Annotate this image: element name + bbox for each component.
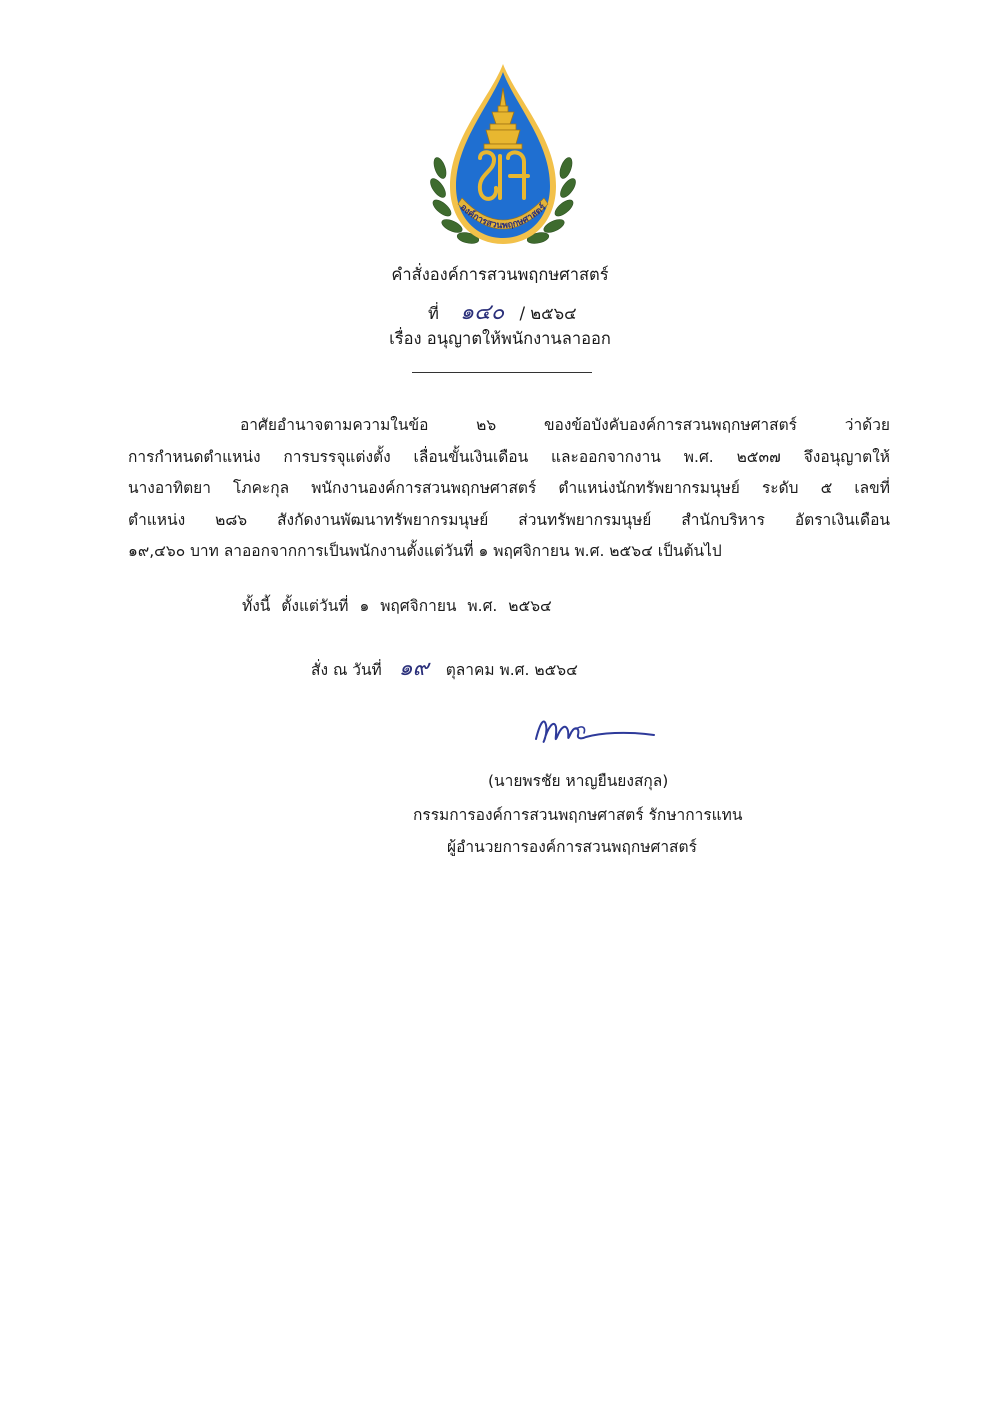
body-paragraph (128, 410, 890, 568)
order-day-handwritten: ๑๙ (398, 656, 429, 681)
order-date-line (311, 650, 578, 685)
order-number-prefix: ที่ (428, 304, 439, 323)
signer-name: (นายพรชัย หาญยืนยงสกุล) (488, 772, 669, 790)
botanical-garden-organization-emblem-icon (428, 58, 578, 258)
body-line: อาศัยอำนาจตามความในข้อ ๒๖ ของข้อบังคับองค์การสวนพฤกษศาสตร์ ว่าด้วย (240, 416, 890, 434)
effective-date-line: ทั้งนี้ ตั้งแต่วันที่ ๑ พฤศจิกายน พ.ศ. ๒๕๖๔ (242, 597, 552, 615)
body-line: นางอาทิตยา โภคะกุล พนักงานองค์การสวนพฤกษศาสตร์ ตำแหน่งนักทรัพยากรมนุษย์ ระดับ ๕ เลขที่ (128, 479, 890, 497)
order-number-handwritten: ๑๔๐ (460, 300, 505, 325)
signer-position-line-2: ผู้อำนวยการองค์การสวนพฤกษศาสตร์ (447, 838, 697, 856)
document-subject: เรื่อง อนุญาตให้พนักงานลาออก (389, 329, 611, 348)
body-line: ตำแหน่ง ๒๘๖ สังกัดงานพัฒนาทรัพยากรมนุษย์ ส่วนทรัพยากรมนุษย์ สำนักบริหาร อัตราเงินเดือน (128, 510, 890, 529)
document-title: คำสั่งองค์การสวนพฤกษศาสตร์ (391, 265, 609, 284)
order-number (428, 294, 728, 329)
order-date-prefix: สั่ง ณ วันที่ (311, 661, 382, 679)
svg-text:องค์การสวนพฤกษศาสตร์: องค์การสวนพฤกษศาสตร์ (457, 202, 549, 232)
body-line: การกำหนดตำแหน่ง การบรรจุแต่งตั้ง เลื่อนขั้นเงินเดือน และออกจากงาน พ.ศ. ๒๕๓๗ จึงอนุญาตให้ (128, 447, 890, 466)
handwritten-signature (530, 705, 660, 755)
title-divider (412, 372, 592, 373)
order-number-year: / ๒๕๖๔ (519, 304, 577, 323)
body-line: ๑๙,๔๖๐ บาท ลาออกจากการเป็นพนักงานตั้งแต่วันที่ ๑ พฤศจิกายน พ.ศ. ๒๕๖๔ เป็นต้นไป (128, 542, 722, 560)
order-date-month-year: ตุลาคม พ.ศ. ๒๕๖๔ (445, 661, 578, 679)
signer-position-line-1: กรรมการองค์การสวนพฤกษศาสตร์ รักษาการแทน (413, 806, 743, 824)
